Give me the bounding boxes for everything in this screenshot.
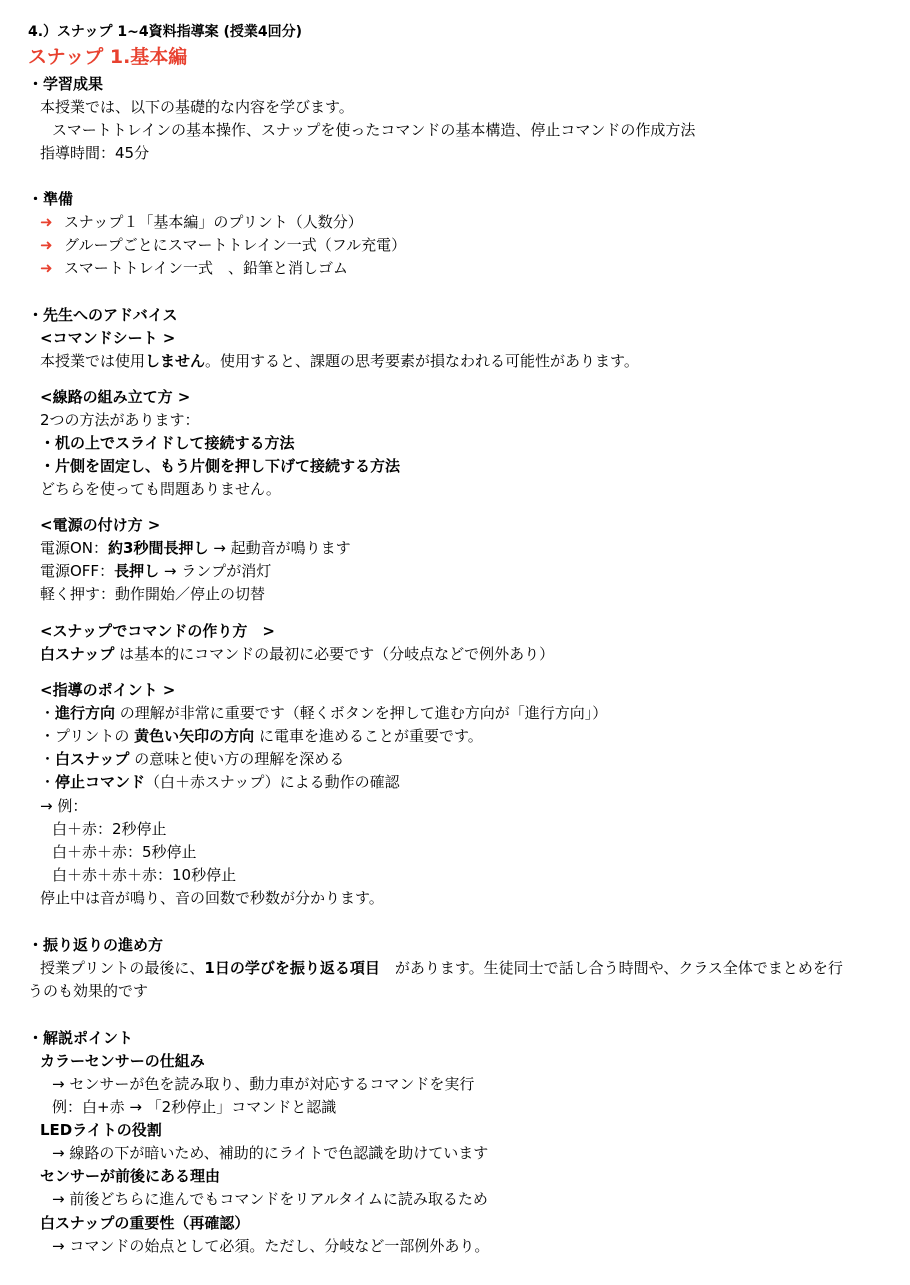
prep-heading: ・準備 [28, 190, 74, 208]
right-arrow-icon: ➜ [40, 259, 53, 277]
outcomes-line2: スマートトレインの基本操作、スナップを使ったコマンドの基本構造、停止コマンドの作成方法 [52, 121, 696, 139]
reflection-line1: 授業プリントの最後に、1日の学びを振り返る項目 があります。生徒同士で話し合う時間や、クラス全体でまとめを行 [40, 959, 843, 977]
outcomes-line1: 本授業では、以下の基礎的な内容を学びます。 [40, 98, 354, 116]
track-method-1: ・机の上でスライドして接続する方法 [40, 434, 295, 452]
point-2: ・プリントの 黄色い矢印の方向 に電車を進めることが重要です。 [40, 727, 483, 745]
color-sensor-line1: → センサーが色を読み取り、動力車が対応するコマンドを実行 [52, 1075, 475, 1093]
point-1: ・進行方向 の理解が非常に重要です（軽くボタンを押して進む方向が「進行方向」） [40, 704, 608, 722]
prep-item: ➜ スマートトレイン一式 、鉛筆と消しゴム [40, 259, 348, 277]
command-note: 白スナップ は基本的にコマンドの最初に必要です（分岐点などで例外あり） [40, 645, 555, 663]
color-sensor-heading: カラーセンサーの仕組み [40, 1052, 205, 1070]
track-method-2: ・片側を固定し、もう片側を押し下げて接続する方法 [40, 457, 401, 475]
led-line1: → 線路の下が暗いため、補助的にライトで色認識を助けています [52, 1144, 489, 1162]
outcomes-heading: ・学習成果 [28, 75, 104, 93]
example-item: 白＋赤：2秒停止 [52, 820, 167, 838]
sensor-position-line1: → 前後どちらに進んでもコマンドをリアルタイムに読み取るため [52, 1190, 488, 1208]
track-intro: 2つの方法があります： [40, 411, 200, 429]
reflection-line2: うのも効果的です [28, 982, 149, 1000]
advice-heading: ・先生へのアドバイス [28, 306, 178, 324]
sensor-position-heading: センサーが前後にある理由 [40, 1167, 221, 1185]
points-heading: <指導のポイント > [40, 681, 176, 699]
snap-title: スナップ 1.基本編 [28, 46, 188, 68]
example-item: 白＋赤＋赤：5秒停止 [52, 843, 197, 861]
track-outro: どちらを使っても問題ありません。 [40, 480, 281, 498]
point-3: ・白スナップ の意味と使い方の理解を深める [40, 750, 345, 768]
right-arrow-icon: ➜ [40, 213, 53, 231]
power-press: 軽く押す：動作開始／停止の切替 [40, 585, 266, 603]
white-snap-heading: 白スナップの重要性（再確認） [40, 1214, 250, 1232]
power-on: 電源ON：約3秒間長押し → 起動音が鳴ります [40, 539, 351, 557]
command-heading: <スナップでコマンドの作り方 > [40, 622, 275, 640]
track-heading: <線路の組み立て方 > [40, 388, 191, 406]
example-item: 白＋赤＋赤＋赤：10秒停止 [52, 866, 237, 884]
example-label: → 例： [40, 797, 88, 815]
prep-item: ➜ スナップ１「基本編」のプリント（人数分） [40, 213, 363, 231]
prep-item: ➜ グループごとにスマートトレイン一式（フル充電） [40, 236, 407, 254]
color-sensor-line2: 例：白+赤 → 「2秒停止」コマンドと認識 [52, 1098, 337, 1116]
point-4: ・停止コマンド（白＋赤スナップ）による動作の確認 [40, 773, 400, 791]
explain-heading: ・解説ポイント [28, 1029, 134, 1047]
power-off: 電源OFF：長押し → ランプが消灯 [40, 562, 272, 580]
white-snap-line1: → コマンドの始点として必須。ただし、分岐など一部例外あり。 [52, 1237, 490, 1255]
reflection-heading: ・振り返りの進め方 [28, 936, 164, 954]
teaching-time: 指導時間：45分 [40, 144, 150, 162]
command-sheet-heading: <コマンドシート > [40, 329, 176, 347]
right-arrow-icon: ➜ [40, 236, 53, 254]
power-heading: <電源の付け方 > [40, 516, 161, 534]
lesson-heading: 4.）スナップ 1~4資料指導案 (授業4回分) [28, 24, 302, 40]
stop-note: 停止中は音が鳴り、音の回数で秒数が分かります。 [40, 889, 384, 907]
led-heading: LEDライトの役割 [40, 1121, 162, 1139]
command-sheet-note: 本授業では使用しません。使用すると、課題の思考要素が損なわれる可能性があります。 [40, 352, 639, 370]
